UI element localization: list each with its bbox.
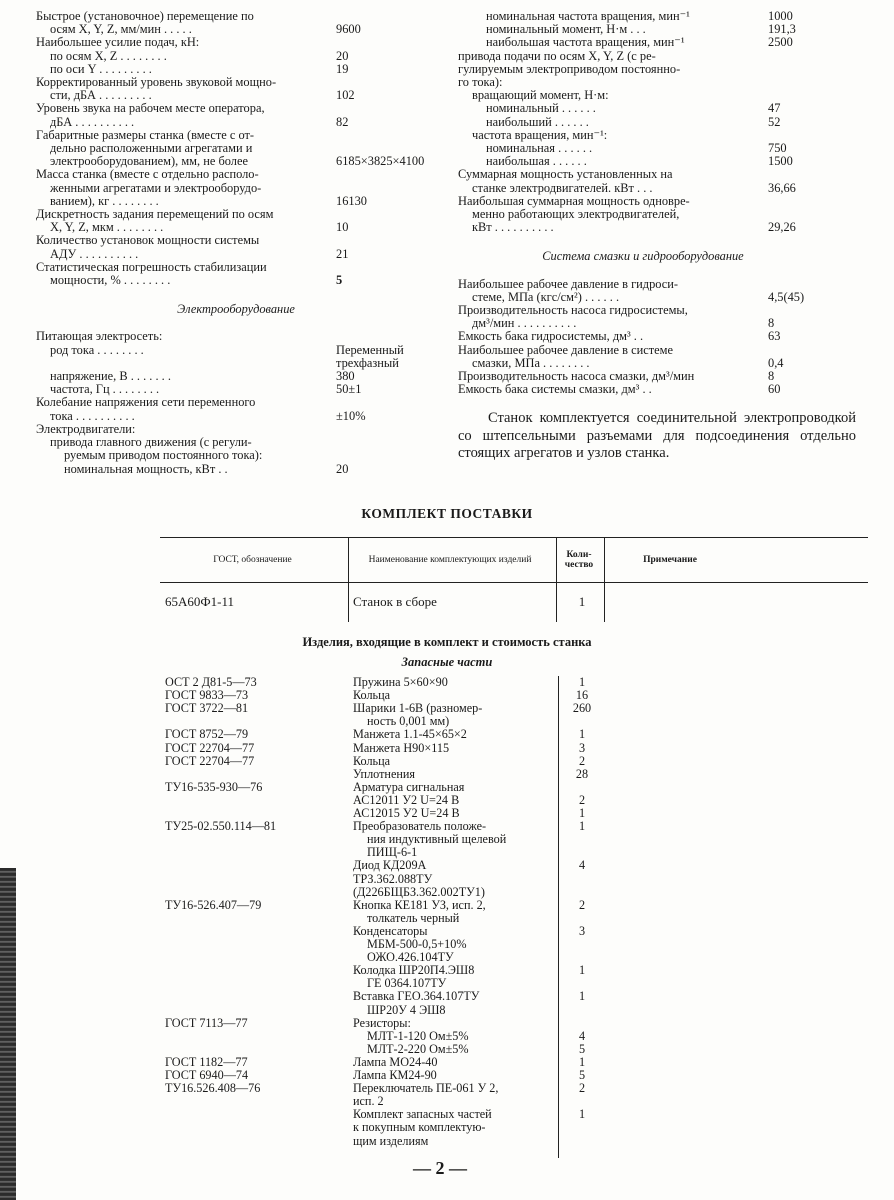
spec-value: 1000 [768,9,793,23]
spare-code: ОСТ 2 Д81-5—73 [165,675,257,689]
spec-row [36,449,436,462]
spare-name: исп. 2 [353,1094,384,1109]
spec-row [36,248,436,261]
spare-qty: 260 [572,701,592,716]
spec-label: кВт . . . . . . . . . . [472,220,554,235]
spec-label: привода подачи по осям X, Y, Z (с ре- [458,48,656,63]
spec-row [36,36,436,49]
spec-label: Производительность насоса смазки, дм³/мин [458,369,695,384]
spare-code: ГОСТ 3722—81 [165,701,249,716]
spec-label: Наибольшее рабочее давление в гидроси- [458,276,679,291]
spec-value: 20 [336,461,349,476]
spec-row [36,344,436,357]
spare-name: Манжета 1.1-45×65×2 [353,727,467,742]
spare-part-row [0,1043,894,1056]
spare-name: Лампа КМ24-90 [353,1068,437,1082]
spare-part-row [0,1082,894,1095]
spec-row [36,396,436,409]
spare-name: Преобразователь положе- [353,819,487,834]
spare-name: Комплект запасных частей [353,1107,492,1122]
spec-label: X, Y, Z, мкм . . . . . . . . [50,220,164,235]
spec-row [458,221,828,234]
spec-value: 20 [336,48,349,63]
spec-label: Емкость бака системы смазки, дм³ . . [458,382,652,397]
spec-label: ванием), кг . . . . . . . . [50,193,159,208]
spare-name: ния индуктивный щелевой [367,832,507,847]
spec-label: Статистическая погрешность стабилизации [36,259,267,274]
spare-part-row [0,1030,894,1043]
spare-part-row [0,1056,894,1069]
spec-value: 60 [768,382,781,397]
spec-value: Переменный [336,342,404,357]
spec-label: Наибольшая суммарная мощность одновре- [458,193,690,208]
kit-subtitle: Изделия, входящие в комплект и стоимость станка [302,635,592,649]
spec-value: 1500 [768,154,793,169]
spare-part-row [0,1135,894,1148]
spec-value: 36,66 [768,180,796,195]
spec-label: наибольшая частота вращения, мин⁻¹ [486,35,685,50]
spare-code: ГОСТ 22704—77 [165,740,255,755]
spare-code: ТУ16-535-930—76 [165,779,263,794]
spec-value: 19 [336,61,349,76]
spare-qty: 1 [578,1054,586,1069]
spare-name: Уплотнения [353,766,416,781]
spec-label: частота, Гц . . . . . . . . [50,382,160,397]
spec-label: род тока . . . . . . . . [50,342,144,357]
spare-name: Переключатель ПЕ-061 У 2, [353,1081,499,1096]
spare-qty: 3 [578,740,586,755]
spare-part-row [0,1095,894,1108]
spec-label: номинальная . . . . . . [486,141,593,156]
spec-value: 4,5(45) [768,289,805,304]
spec-label: Наибольшее рабочее давление в системе [458,342,673,357]
spare-name: ГЕ 0364.107ТУ [367,976,447,991]
spare-part-row [0,912,894,925]
spec-label: стеме, МПа (кгс/см²) . . . . . . [472,289,620,304]
spare-code: ГОСТ 6940—74 [165,1068,249,1082]
spec-row [36,102,436,115]
spec-label: Масса станка (вместе с отдельно располо- [36,167,259,182]
spare-name: Резисторы: [353,1015,411,1030]
spec-label: электрооборудованием), мм, не более [50,154,248,169]
spare-name: АС12015 У2 U=24 В [353,806,460,820]
spec-value: 6185×3825×4100 [336,154,425,169]
lube-specs-list [458,278,828,397]
table-divider [348,537,349,622]
spare-name: Манжета Н90×115 [353,740,450,755]
spec-label: осям X, Y, Z, мм/мин . . . . . [50,22,192,37]
spec-value: 2500 [768,35,793,50]
spare-name: Шарики 1-6В (разномер- [353,701,483,716]
spec-row [36,168,436,181]
spare-qty: 4 [578,858,586,873]
spec-row [458,383,828,396]
lube-heading: Система смазки и гидрооборудование [542,249,744,264]
spec-value: 16130 [336,193,367,208]
spec-label: менно работающих электродвигателей, [472,207,680,222]
spare-part-row [0,1121,894,1134]
spec-label: дБА . . . . . . . . . . [50,114,135,129]
spare-code: ГОСТ 8752—79 [165,727,249,742]
spec-label: Наибольшее усилие подач, кН: [36,35,200,50]
spare-code: ГОСТ 7113—77 [165,1015,248,1030]
main-row-qty: 1 [578,594,586,609]
spare-qty: 3 [578,923,586,938]
spare-name: (Д226БЩБЗ.362.002ТУ1) [353,884,485,899]
spare-qty: 1 [578,727,586,742]
spec-row [458,102,828,115]
spare-name: ШР20У 4 ЭШ8 [367,1002,446,1017]
spare-name: Лампа МО24-40 [353,1054,438,1069]
spare-part-row [0,938,894,951]
spare-qty: 4 [578,1028,586,1043]
header-gost: ГОСТ, обозначение [213,554,292,565]
spec-value: 52 [768,114,781,129]
spare-part-row [0,1017,894,1030]
spec-value: 47 [768,101,781,116]
spare-qty: 1 [578,675,586,689]
spare-qty: 2 [578,1081,586,1096]
electro-specs-list [36,330,436,475]
spec-row [36,330,436,343]
spare-name: Вставка ГЕО.364.107ТУ [353,989,480,1004]
spec-label: наибольшая . . . . . . [486,154,587,169]
header-name: Наименование комплектующих изделий [368,554,532,565]
spare-qty: 2 [578,753,586,768]
spare-part-row [0,807,894,820]
spare-qty: 2 [578,792,586,807]
motor-specs-list [458,10,828,234]
right-spec-column [458,9,856,463]
spare-name: АС12011 У2 U=24 В [353,792,460,807]
header-note: Примечание [643,554,697,565]
spare-part-row [0,755,894,768]
spec-label: Уровень звука на рабочем месте оператора, [36,101,265,116]
spare-name: ТРЗ.362.088ТУ [353,871,433,886]
spec-label: тока . . . . . . . . . . [50,408,135,423]
spare-name: ПИЩ-6-1 [367,845,418,860]
spec-label: Количество установок мощности системы [36,233,260,248]
spec-label: Суммарная мощность установленных на [458,167,673,182]
spec-label: дельно расположенными агрегатами и [50,141,253,156]
spec-label: Габаритные размеры станка (вместе с от- [36,127,255,142]
spec-label: Быстрое (установочное) перемещение по [36,9,254,23]
spec-label: Производительность насоса гидросистемы, [458,303,688,318]
spec-label: Емкость бака гидросистемы, дм³ . . [458,329,644,344]
spare-part-row [0,728,894,741]
description-paragraph: Станок комплектуется соединительной электропроводкой со штепсельными разъемами для подсоединения отдельно стоящих агрегатов и узлов станка. [458,410,856,462]
main-row-code: 65А60Ф1-11 [165,594,235,609]
spares-qty-divider [558,676,559,1158]
spec-label: номинальный момент, Н·м . . . [486,22,646,37]
spare-part-row [0,1069,894,1082]
spec-value: 8 [768,369,775,384]
spec-row [458,330,828,343]
spec-value: 0,4 [768,355,784,370]
spare-code: ГОСТ 1182—77 [165,1054,248,1069]
spare-name: МБМ-500-0,5+10% [367,937,467,951]
spare-name: Кольца [353,688,391,703]
spec-label: частота вращения, мин⁻¹: [472,127,608,142]
spare-part-row [0,676,894,689]
spec-label: наибольший . . . . . . [486,114,589,129]
spare-part-row [0,873,894,886]
spec-label: гулируемым электроприводом постоянно- [458,61,681,76]
table-divider [556,537,557,622]
spec-value: 750 [768,141,787,156]
spare-part-row [0,899,894,912]
spare-name: Арматура сигнальная [353,779,465,794]
spare-part-row [0,702,894,715]
spec-label: напряжение, В . . . . . . . [50,369,171,384]
main-row-name: Станок в сборе [353,594,437,609]
spec-label: сти, дБА . . . . . . . . . [50,88,152,103]
kit-table-header [160,537,868,583]
spare-name: Кольца [353,753,391,768]
spare-part-row [0,1108,894,1121]
spec-label: Колебание напряжения сети переменного [36,395,256,410]
spec-label: го тока): [458,75,503,90]
spare-name: МЛТ-1-120 Ом±5% [367,1028,469,1043]
spec-value: 21 [336,246,349,261]
spare-part-row [0,977,894,990]
spare-part-row [0,859,894,872]
spec-label: станке электродвигателей. кВт . . . [472,180,653,195]
spec-label: смазки, МПа . . . . . . . . [472,355,590,370]
spares-heading: Запасные части [401,655,493,669]
spec-label: АДУ . . . . . . . . . . [50,246,139,261]
spec-row [36,234,436,247]
spec-value: ±10% [336,408,366,423]
electro-heading: Электрооборудование [177,302,295,317]
spare-name: ность 0,001 мм) [367,714,450,729]
spec-value: 9600 [336,22,361,37]
spec-value: 102 [336,88,355,103]
page-number: — 2 — [413,1158,467,1178]
general-specs-list [36,10,436,287]
spec-value: 8 [768,316,775,331]
spec-label: Корректированный уровень звуковой мощно- [36,75,277,90]
spare-name: Пружина 5×60×90 [353,675,448,689]
spec-value: 191,3 [768,22,796,37]
kit-title: КОМПЛЕКТ ПОСТАВКИ [361,506,533,521]
spec-label: номинальная мощность, кВт . . [64,461,228,476]
spare-name: щим изделиям [353,1133,429,1148]
spec-label: номинальная частота вращения, мин⁻¹ [486,9,690,23]
spec-row [458,63,828,76]
spec-row [458,182,828,195]
spare-name: Колодка ШР20П4.ЭШ8 [353,963,475,978]
spec-value: 29,26 [768,220,796,235]
spare-qty: 1 [578,806,586,820]
spare-name: МЛТ-2-220 Ом±5% [367,1041,469,1056]
spec-label: вращающий момент, Н·м: [472,88,609,103]
spec-label: Дискретность задания перемещений по осям [36,207,274,222]
spec-row [36,50,436,63]
spare-part-row [0,742,894,755]
spare-code: ГОСТ 22704—77 [165,753,255,768]
spare-qty: 2 [578,897,586,912]
left-spec-column [36,10,436,476]
spare-part-row [0,846,894,859]
spare-part-row [0,951,894,964]
spec-value: 380 [336,369,355,384]
spare-part-row [0,781,894,794]
spare-qty: 1 [578,819,586,834]
spare-part-row [0,768,894,781]
spare-qty: 5 [578,1068,586,1082]
spec-row [458,116,828,129]
spec-label: номинальный . . . . . . [486,101,596,116]
spare-code: ТУ16.526.408—76 [165,1081,261,1096]
spare-part-row [0,990,894,1003]
spec-row [458,278,828,291]
spec-label: дм³/мин . . . . . . . . . . [472,316,577,331]
spec-row [36,410,436,423]
spare-name: Конденсаторы [353,923,428,938]
spare-part-row [0,820,894,833]
spare-qty: 5 [578,1041,586,1056]
spec-row [36,274,436,287]
spec-value: 63 [768,329,781,344]
spare-part-row [0,715,894,728]
spare-name: к покупным комплектую- [353,1120,486,1135]
spare-qty: 28 [575,766,589,781]
scan-edge-artifact [0,868,16,1200]
spare-code: ТУ16-526.407—79 [165,897,262,912]
spare-qty: 1 [578,963,586,978]
spare-code: ГОСТ 9833—73 [165,688,249,703]
spare-part-row [0,886,894,899]
spec-row [458,50,828,63]
spec-row [36,463,436,476]
spec-label: женными агрегатами и электрооборудо- [50,180,262,195]
spec-value: 5 [336,273,343,288]
spare-part-row [0,925,894,938]
spec-label: Питающая электросеть: [36,329,163,344]
spec-label: по осям X, Z . . . . . . . . [50,48,167,63]
spare-name: толкатель черный [367,910,460,925]
header-qty: Коли-чество [564,549,594,570]
spec-label: руемым приводом постоянного тока): [64,448,263,463]
spec-row [36,182,436,195]
spare-part-row [0,689,894,702]
spec-row [458,168,828,181]
spare-part-row [0,1004,894,1017]
spare-part-row [0,964,894,977]
spec-value: 50±1 [336,382,362,397]
spare-name: Кнопка КЕ181 УЗ, исп. 2, [353,897,486,912]
table-divider [604,537,605,622]
spec-row [458,36,828,49]
spare-name: ОЖО.426.104ТУ [367,950,454,965]
spec-label: мощности, % . . . . . . . . [50,273,171,288]
spec-value: трехфазный [336,355,399,370]
spec-label: Электродвигатели: [36,421,136,436]
spec-value: 10 [336,220,349,235]
spec-label: по оси Y . . . . . . . . . [50,61,152,76]
spec-label: привода главного движения (с регули- [50,435,252,450]
spare-code: ТУ25-02.550.114—81 [165,819,277,834]
spare-qty: 16 [575,688,589,703]
spare-part-row [0,833,894,846]
spec-row [458,344,828,357]
spare-qty: 1 [578,1107,586,1122]
spare-qty: 1 [578,989,586,1004]
spec-value: 82 [336,114,349,129]
spec-row [36,116,436,129]
spare-part-row [0,794,894,807]
spare-name: Диод КД209А [353,858,427,873]
